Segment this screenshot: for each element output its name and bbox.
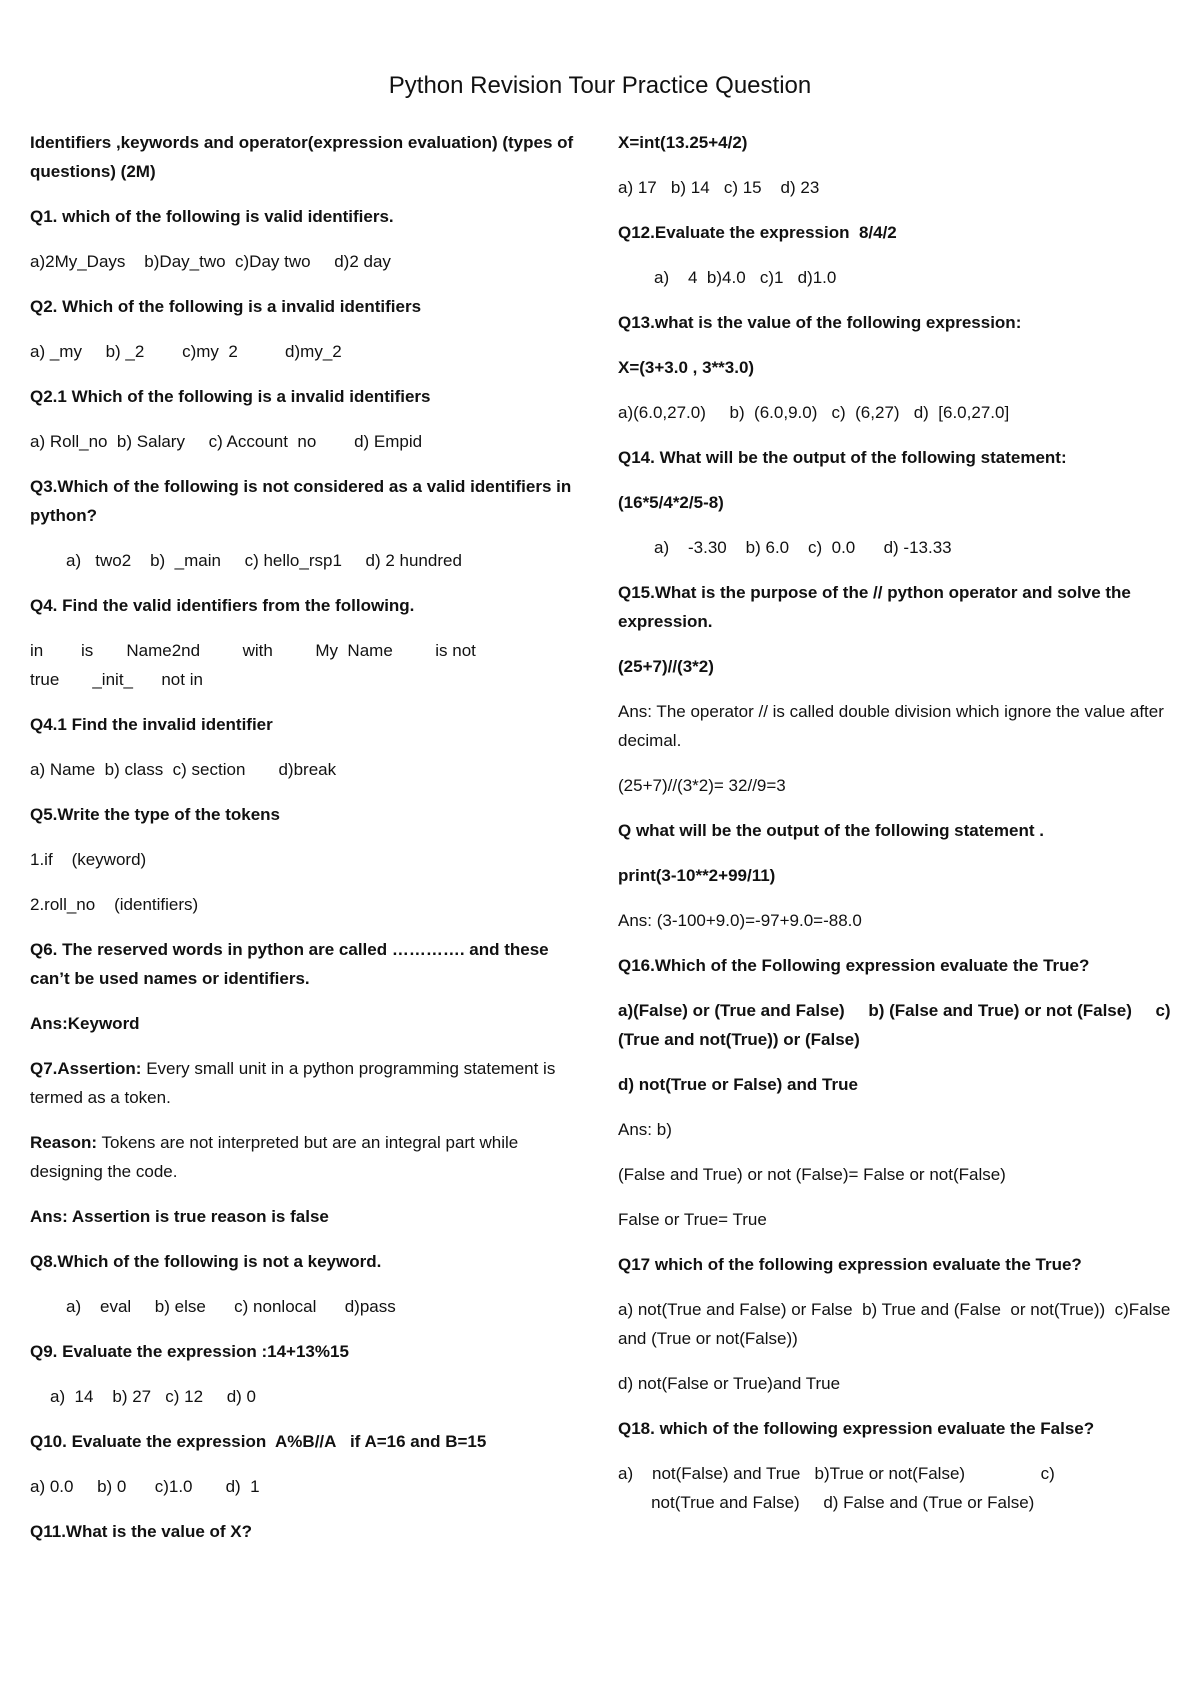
question-8-options: a) eval b) else c) nonlocal d)pass <box>66 1297 396 1316</box>
question-4-options: in is Name2nd with My Name is not true _init_ not in <box>30 641 476 689</box>
question-12-options: a) 4 b)4.0 c)1 d)1.0 <box>654 268 837 287</box>
question-13-options: a)(6.0,27.0) b) (6.0,9.0) c) (6,27) d) [6.0,27.0] <box>618 403 1010 422</box>
assertion-text: Every small unit in a python programming statement is termed as a token. <box>30 1059 561 1107</box>
left-column <box>30 128 578 1562</box>
question-output-expression: print(3-10**2+99/11) <box>618 866 776 885</box>
question-2: Q2. Which of the following is a invalid identifiers <box>30 297 422 316</box>
question-7-assertion <box>30 1054 575 1112</box>
question-10: Q10. Evaluate the expression A%B//A if A=16 and B=15 <box>30 1432 487 1451</box>
question-16-calculation-1: (False and True) or not (False)= False or not(False) <box>618 1165 1006 1184</box>
question-7-reason <box>30 1128 575 1186</box>
question-5: Q5.Write the type of the tokens <box>30 805 281 824</box>
question-18: Q18. which of the following expression evaluate the False? <box>618 1419 1095 1438</box>
question-9: Q9. Evaluate the expression :14+13%15 <box>30 1342 349 1361</box>
question-3: Q3.Which of the following is not considered as a valid identifiers in python? <box>30 477 576 525</box>
question-output-answer: Ans: (3-100+9.0)=-97+9.0=-88.0 <box>618 911 862 930</box>
question-18-options: a) not(False) and True b)True or not(False) c) not(True and False) d) False and (True or False) <box>618 1464 1055 1512</box>
question-12: Q12.Evaluate the expression 8/4/2 <box>618 223 897 242</box>
question-13: Q13.what is the value of the following expression: <box>618 313 1022 332</box>
question-15-calculation: (25+7)//(3*2)= 32//9=3 <box>618 776 786 795</box>
question-15-expression: (25+7)//(3*2) <box>618 657 714 676</box>
question-17-option-d: d) not(False or True)and True <box>618 1374 841 1393</box>
question-11: Q11.What is the value of X? <box>30 1522 252 1541</box>
question-4-1: Q4.1 Find the invalid identifier <box>30 715 273 734</box>
question-6-answer: Ans:Keyword <box>30 1014 140 1033</box>
question-3-options: a) two2 b) _main c) hello_rsp1 d) 2 hundred <box>66 551 462 570</box>
question-13-expression: X=(3+3.0 , 3**3.0) <box>618 358 755 377</box>
question-15-answer: Ans: The operator // is called double division which ignore the value after decimal. <box>618 702 1169 750</box>
question-1: Q1. which of the following is valid identifiers. <box>30 207 394 226</box>
question-17-options: a) not(True and False) or False b) True and (False or not(True)) c)False and (True or not(False)) <box>618 1300 1176 1348</box>
question-17: Q17 which of the following expression evaluate the True? <box>618 1255 1082 1274</box>
assertion-label: Q7.Assertion: <box>30 1059 142 1078</box>
section-intro: Identifiers ,keywords and operator(expression evaluation) (types of questions) (2M) <box>30 133 578 181</box>
right-column <box>618 128 1178 1533</box>
question-16-options: a)(False) or (True and False) b) (False and True) or not (False) c)(True and not(True)) or (False) <box>618 1001 1171 1049</box>
question-4: Q4. Find the valid identifiers from the following. <box>30 596 415 615</box>
question-1-options: a)2My_Days b)Day_two c)Day two d)2 day <box>30 252 391 271</box>
question-10-options: a) 0.0 b) 0 c)1.0 d) 1 <box>30 1477 260 1496</box>
question-5-token-1: 1.if (keyword) <box>30 850 147 869</box>
question-2-1-options: a) Roll_no b) Salary c) Account no d) Empid <box>30 432 423 451</box>
question-4-1-options: a) Name b) class c) section d)break <box>30 760 337 779</box>
question-14: Q14. What will be the output of the following statement: <box>618 448 1067 467</box>
question-8: Q8.Which of the following is not a keyword. <box>30 1252 382 1271</box>
question-15: Q15.What is the purpose of the // python operator and solve the expression. <box>618 583 1136 631</box>
question-6: Q6. The reserved words in python are called …………. and these can’t be used names or identifiers. <box>30 940 554 988</box>
question-16: Q16.Which of the Following expression evaluate the True? <box>618 956 1090 975</box>
question-16-option-d: d) not(True or False) and True <box>618 1075 858 1094</box>
question-5-token-2: 2.roll_no (identifiers) <box>30 895 199 914</box>
question-11-expression: X=int(13.25+4/2) <box>618 133 748 152</box>
reason-text: Tokens are not interpreted but are an integral part while designing the code. <box>30 1133 523 1181</box>
question-9-options: a) 14 b) 27 c) 12 d) 0 <box>50 1387 256 1406</box>
question-14-options: a) -3.30 b) 6.0 c) 0.0 d) -13.33 <box>654 538 952 557</box>
question-2-options: a) _my b) _2 c)my 2 d)my_2 <box>30 342 342 361</box>
question-output: Q what will be the output of the following statement . <box>618 821 1044 840</box>
question-16-calculation-2: False or True= True <box>618 1210 767 1229</box>
question-2-1: Q2.1 Which of the following is a invalid identifiers <box>30 387 431 406</box>
question-11-options: a) 17 b) 14 c) 15 d) 23 <box>618 178 820 197</box>
question-7-answer: Ans: Assertion is true reason is false <box>30 1207 329 1226</box>
question-16-answer: Ans: b) <box>618 1120 672 1139</box>
reason-label: Reason: <box>30 1133 98 1152</box>
page-title: Python Revision Tour Practice Question <box>388 72 812 99</box>
question-14-expression: (16*5/4*2/5-8) <box>618 493 724 512</box>
